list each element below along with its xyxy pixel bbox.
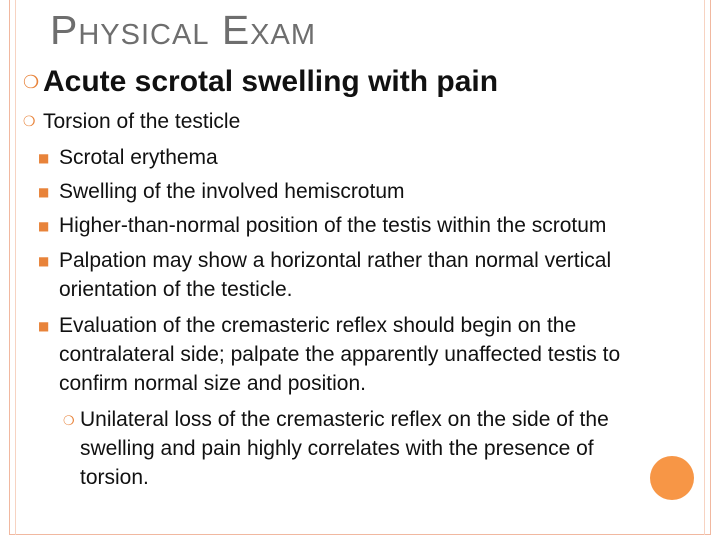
third-level-text: Unilateral loss of the cremasteric reflex on the side of the <box>80 408 609 431</box>
bullet-icon: ❍ <box>23 72 40 93</box>
third-level-text-continued: swelling and pain highly correlates with the presence of <box>80 437 594 460</box>
sub-bullet-text: Palpation may show a horizontal rather than normal vertical <box>59 249 612 272</box>
sub-bullet-text: Swelling of the involved hemiscrotum <box>59 180 405 203</box>
sub-bullet-text-continued: orientation of the testicle. <box>59 278 293 301</box>
bullet-icon: ❍ <box>23 114 36 130</box>
sub-bullet-text-continued: contralateral side; palpate the apparently unaffected testis to <box>59 343 621 366</box>
bullet-icon: ■ <box>38 185 50 199</box>
torsion-bullet-text: Torsion of the testicle <box>43 110 241 133</box>
frame-right-line <box>704 0 705 535</box>
sub-bullet-text-continued: confirm normal size and position. <box>59 372 366 395</box>
third-level-text-continued: torsion. <box>80 466 149 489</box>
frame-left-line <box>15 0 16 535</box>
bullet-icon: ■ <box>38 254 50 268</box>
bullet-icon: ■ <box>38 219 50 233</box>
sub-bullet-text: Scrotal erythema <box>59 146 218 169</box>
decorative-circle <box>650 456 694 500</box>
heading-bullet-text: Acute scrotal swelling with pain <box>43 65 499 98</box>
sub-bullet-text: Higher-than-normal position of the testis within the scrotum <box>59 214 607 237</box>
bullet-icon: ■ <box>38 319 50 333</box>
slide-title: Physical Exam <box>50 7 317 53</box>
bullet-icon: ■ <box>38 151 50 165</box>
bullet-icon: ❍ <box>63 414 75 429</box>
sub-bullet-text: Evaluation of the cremasteric reflex should begin on the <box>59 314 577 337</box>
